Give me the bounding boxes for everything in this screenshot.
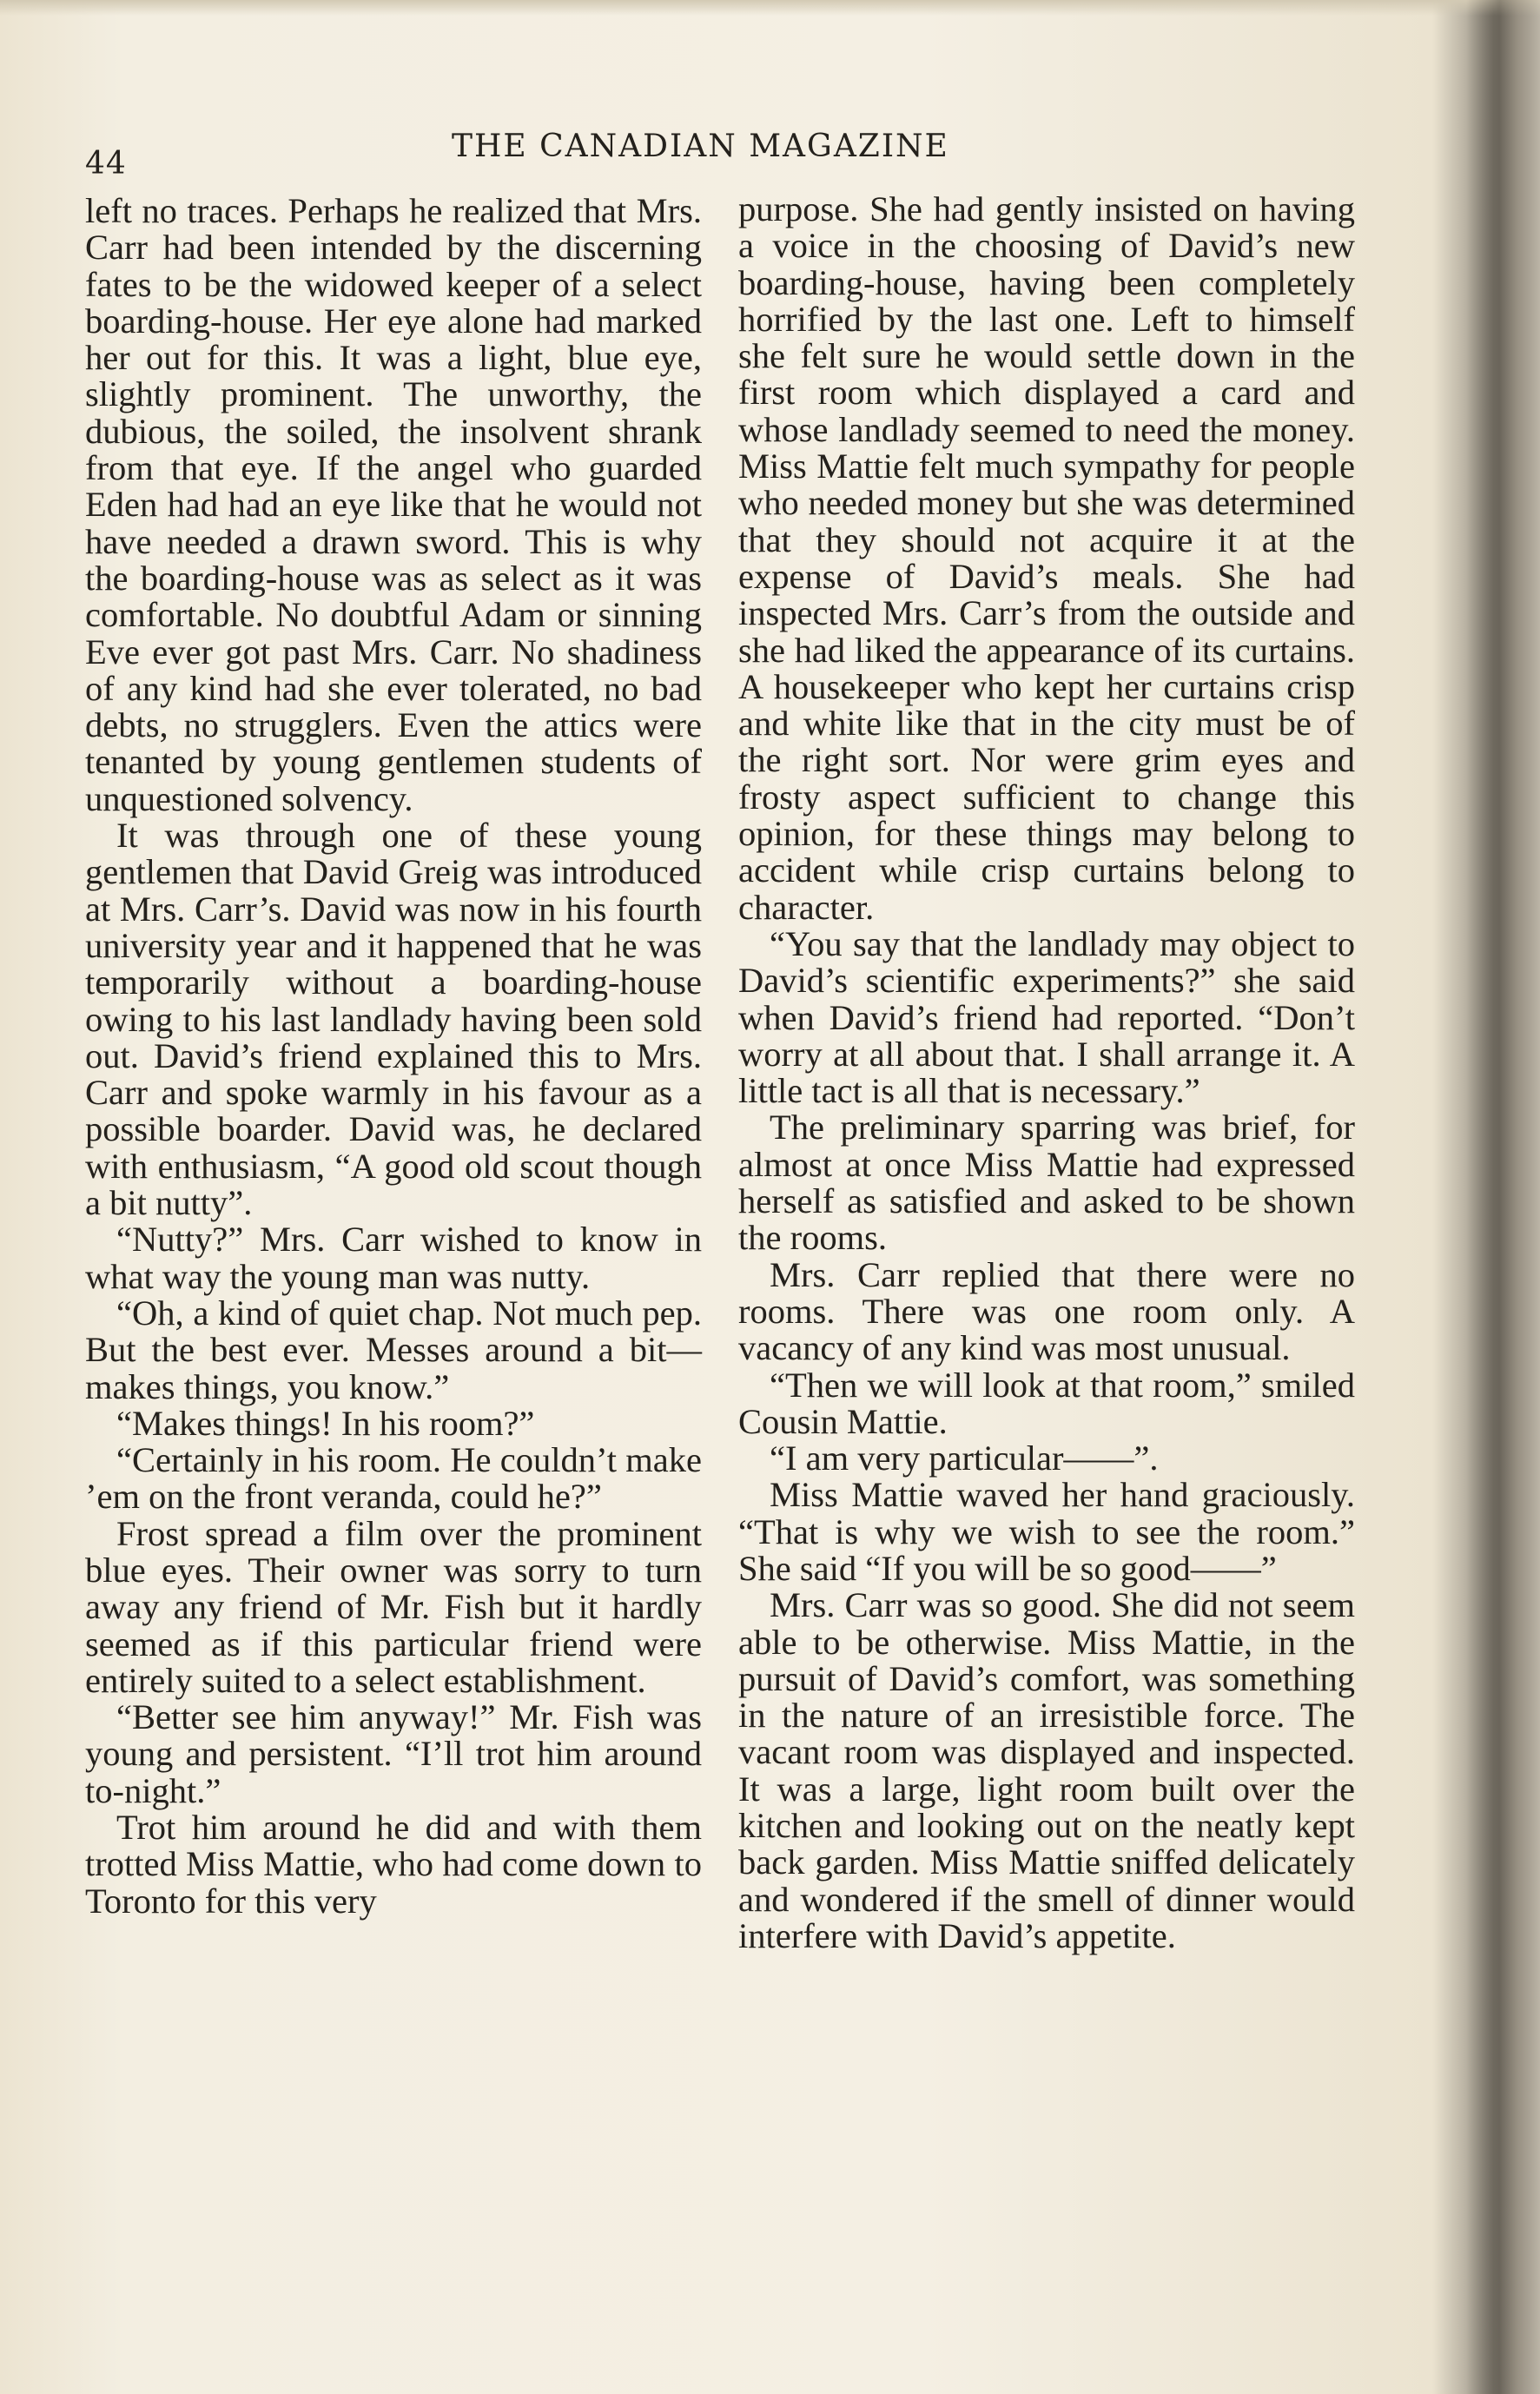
- paragraph: Frost spread a film over the prominent blue eyes. Their owner was sorry to turn away any friend of Mr. Fish but it hardly seemed as if this particular friend were entirely suited to a select establishment.: [85, 1513, 702, 1700]
- left-column: [85, 193, 702, 1920]
- paragraph: The preliminary sparring was brief, for almost at once Miss Mattie had expressed herself as satisfied and asked to be shown the rooms.: [738, 1108, 1355, 1258]
- paragraph: “Makes things! In his room?”: [116, 1403, 535, 1443]
- running-head: THE CANADIAN MAGAZINE: [452, 129, 949, 164]
- paragraph: left no traces. Perhaps he realized that Mrs. Carr had been intended by the discerning fates to be the widowed keeper of a select boarding-house. Her eye alone had marked her out for this. It was a light, blue eye, slightly prominent. The unworthy, the dubious, the soiled, the insolvent shrank from that eye. If the angel who guarded Eden had had an eye like that he would not have needed a drawn sword. This is why the boarding-house was as select as it was comfortable. No doubtful Adam or sinning Eve ever got past Mrs. Carr. No shadiness of any kind had she ever tolerated, no bad debts, no strugglers. Even the attics were tenanted by young gentlemen students of unquestioned solvency.: [85, 191, 702, 818]
- binding-shadow: [1466, 0, 1540, 2394]
- paragraph: “Then we will look at that room,” smiled Cousin Mattie.: [738, 1365, 1355, 1441]
- paragraph: purpose. She had gently insisted on having a voice in the choosing of David’s new boarding-house, having been completely horrified by the last one. Left to himself she felt sure he would settle down in the first room which displayed a card and whose landlady seemed to need the money. Miss Mattie felt much sympathy for people who needed money but she was determined that they should not acquire it at the expense of David’s meals. She had inspected Mrs. Carr’s from the outside and she had liked the appearance of its curtains. A housekeeper who kept her curtains crisp and white like that in the city must be of the right sort. Nor were grim eyes and frosty aspect sufficient to change this opinion, for these things may belong to accident while crisp curtains belong to character.: [738, 189, 1355, 927]
- paragraph: “Oh, a kind of quiet chap. Not much pep. But the best ever. Messes around a bit—makes things, you know.”: [85, 1293, 702, 1406]
- paragraph: “I am very particular——”.: [770, 1438, 1159, 1478]
- paragraph: Mrs. Carr was so good. She did not seem able to be otherwise. Miss Mattie, in the pursuit of David’s comfort, was something in the nature of an irresistible force. The vacant room was displayed and inspected. It was a large, light room built over the kitchen and looking out on the neatly kept back garden. Miss Mattie sniffed delicately and wondered if the smell of dinner would interfere with David’s appetite.: [738, 1585, 1355, 1955]
- paragraph: Trot him around he did and with them trotted Miss Mattie, who had come down to Toronto for this very: [85, 1808, 702, 1921]
- paragraph: “Certainly in his room. He couldn’t make ’em on the front veranda, could he?”: [85, 1440, 702, 1517]
- page-top-edge: [0, 0, 1540, 16]
- paragraph: “You say that the landlady may object to David’s scientific experiments?” she said when David’s friend had reported. “Don’t worry at all about that. I shall arrange it. A little tact is all that is necessary.”: [738, 923, 1355, 1111]
- page-number: 44: [85, 146, 127, 182]
- paragraph: It was through one of these young gentlemen that David Greig was introduced at Mrs. Carr’s. David was now in his fourth university year and it happened that he was temporarily without a boarding-house owing to his last landlady having been sold out. David’s friend explained this to Mrs. Carr and spoke warmly in his favour as a possible boarder. David was, he declared with enthusiasm, “A good old scout though a bit nutty”.: [85, 816, 702, 1223]
- paragraph: Mrs. Carr replied that there were no rooms. There was one room only. A vacancy of any kind was most unusual.: [738, 1254, 1355, 1368]
- right-column: [738, 191, 1355, 1954]
- paragraph: “Better see him anyway!” Mr. Fish was young and persistent. “I’ll trot him around to-night.”: [85, 1697, 702, 1810]
- paragraph: “Nutty?” Mrs. Carr wished to know in what way the young man was nutty.: [85, 1220, 702, 1296]
- paragraph: Miss Mattie waved her hand graciously. “That is why we wish to see the room.” She said “If you will be so good——”: [738, 1475, 1355, 1588]
